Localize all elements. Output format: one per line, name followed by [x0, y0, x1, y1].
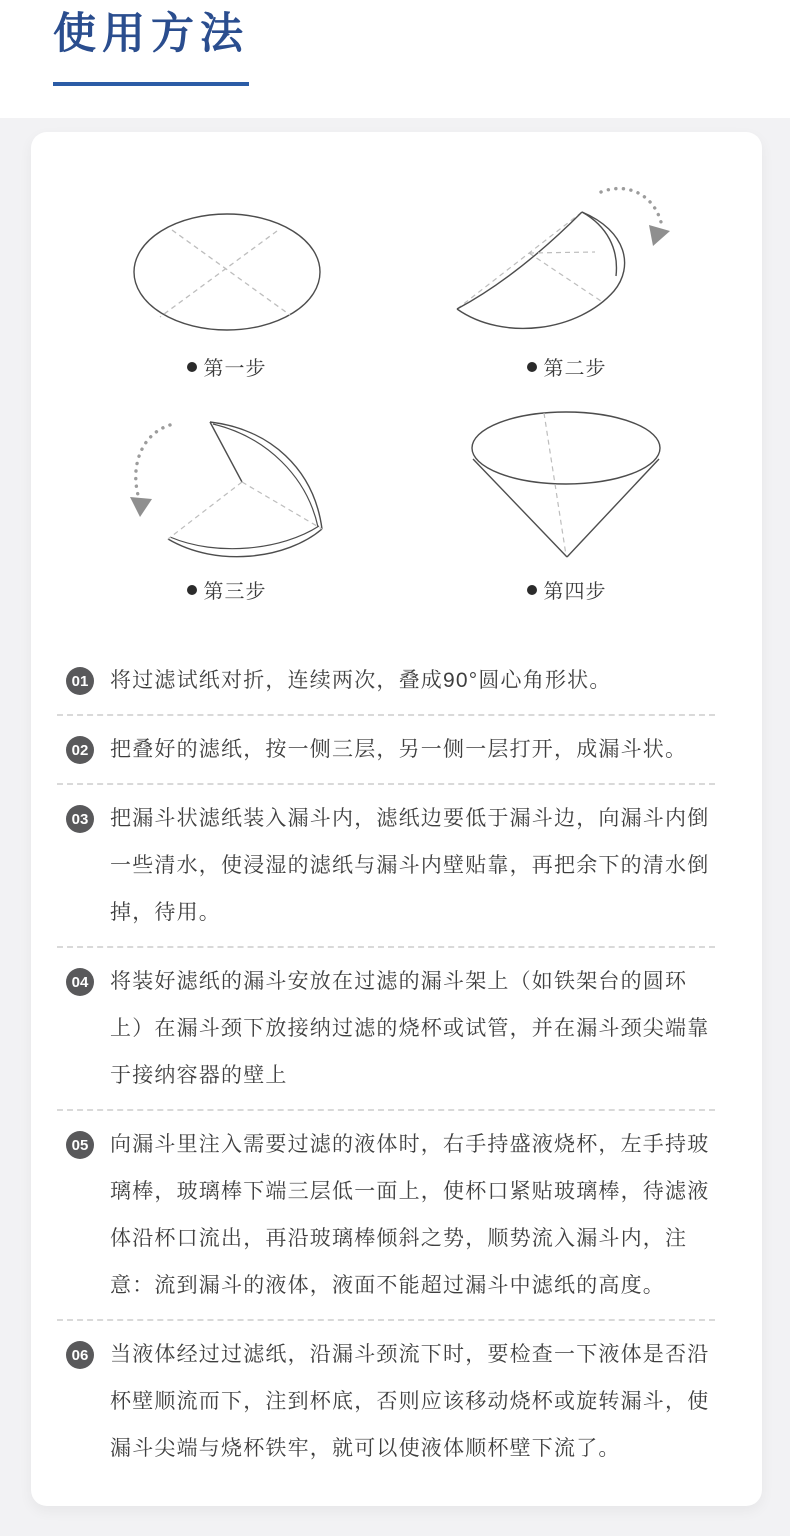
page-header	[0, 0, 790, 118]
bullet-icon	[527, 362, 537, 372]
filter-paper-circle-diagram	[127, 184, 327, 344]
rotate-arrow-head-icon	[649, 225, 670, 246]
diagram-step-3	[122, 407, 332, 604]
step-item-6	[66, 1323, 716, 1480]
diagram-label: 第一步	[203, 358, 267, 380]
step-item-4	[66, 950, 716, 1107]
step-number-badge: 04	[66, 968, 94, 996]
step-text: 将装好滤纸的漏斗安放在过滤的漏斗架上（如铁架台的圆环上）在漏斗颈下放接纳过滤的烧杯或试管，并在漏斗颈尖端靠于接纳容器的壁上	[110, 970, 710, 1087]
diagram-caption	[467, 575, 667, 604]
step-number-badge: 01	[66, 667, 94, 695]
step-text: 把漏斗状滤纸装入漏斗内，滤纸边要低于漏斗边，向漏斗内倒一些清水，使浸湿的滤纸与漏斗内壁贴靠，再把余下的清水倒掉，待用。	[110, 807, 710, 924]
step-item-3	[66, 787, 716, 944]
diagram-label: 第三步	[203, 581, 267, 603]
diagram-step-4	[467, 407, 667, 604]
filter-paper-quarter-fold-diagram	[122, 407, 332, 567]
diagram-caption	[122, 575, 332, 604]
instruction-steps	[31, 649, 762, 1480]
diagram-caption	[127, 352, 327, 381]
step-text: 把叠好的滤纸，按一侧三层，另一侧一层打开，成漏斗状。	[110, 738, 688, 761]
step-text: 将过滤试纸对折，连续两次，叠成90°圆心角形状。	[110, 669, 612, 692]
title-underline	[53, 82, 249, 86]
step-number-badge: 02	[66, 736, 94, 764]
diagram-step-1	[127, 184, 327, 381]
rotate-arrow-arc	[135, 425, 169, 495]
dashed-divider	[57, 946, 715, 948]
diagram-label: 第二步	[543, 358, 607, 380]
filter-paper-half-fold-diagram	[449, 184, 684, 344]
step-text: 当液体经过过滤纸，沿漏斗颈流下时，要检查一下液体是否沿杯壁顺流而下，注到杯底，否则应该移动烧杯或旋转漏斗，使漏斗尖端与烧杯铁牢，就可以使液体顺杯壁下流了。	[110, 1343, 710, 1460]
dashed-divider	[57, 1109, 715, 1111]
step-number-badge: 03	[66, 805, 94, 833]
folding-diagrams	[57, 184, 737, 604]
bullet-icon	[527, 585, 537, 595]
rotate-arrow-arc	[601, 189, 661, 222]
step-item-1	[66, 649, 716, 712]
diagram-step-2	[449, 184, 684, 381]
filter-paper-cone-diagram	[467, 407, 667, 567]
step-item-2	[66, 718, 716, 781]
step-item-5	[66, 1113, 716, 1317]
diagram-caption	[449, 352, 684, 381]
step-number-badge: 05	[66, 1131, 94, 1159]
dashed-divider	[57, 1319, 715, 1321]
bullet-icon	[187, 585, 197, 595]
step-text: 向漏斗里注入需要过滤的液体时，右手持盛液烧杯，左手持玻璃棒，玻璃棒下端三层低一面上，使杯口紧贴玻璃棒，待滤液体沿杯口流出，再沿玻璃棒倾斜之势，顺势流入漏斗内，注意：流到漏斗的液体，液面不能超过漏斗中滤纸的高度。	[110, 1133, 710, 1297]
dashed-divider	[57, 714, 715, 716]
rotate-arrow-head-icon	[130, 497, 152, 517]
diagram-label: 第四步	[543, 581, 607, 603]
content-background	[0, 118, 790, 1536]
instruction-card	[31, 132, 762, 1506]
page-title: 使用方法	[53, 10, 249, 58]
dashed-divider	[57, 783, 715, 785]
bullet-icon	[187, 362, 197, 372]
step-number-badge: 06	[66, 1341, 94, 1369]
